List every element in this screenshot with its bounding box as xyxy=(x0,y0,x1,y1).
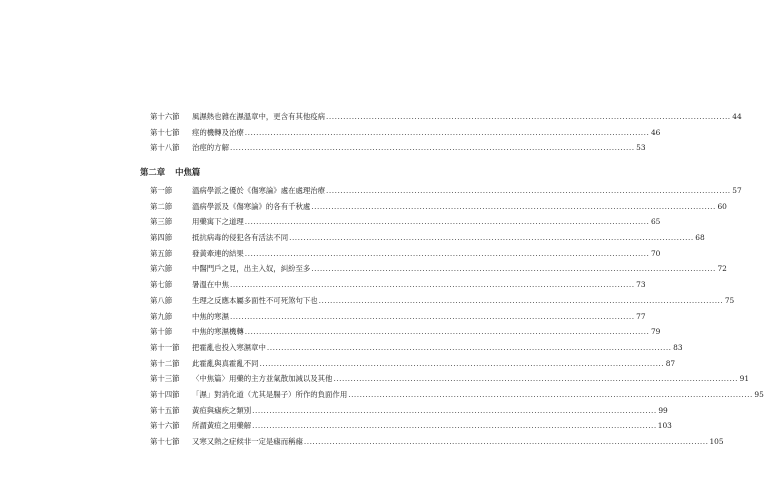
dot-leader xyxy=(304,434,709,450)
dot-leader xyxy=(289,230,694,246)
toc-page-number: 46 xyxy=(650,127,661,137)
toc-entry[interactable] xyxy=(150,214,661,230)
toc-page-number: 83 xyxy=(673,342,683,352)
dot-leader xyxy=(267,340,672,356)
toc-entry[interactable] xyxy=(150,183,742,199)
toc-section-number: 第六節 xyxy=(150,264,173,274)
toc-entry-title: 黃疸與瘧疾之類別 xyxy=(192,405,252,415)
dot-leader xyxy=(252,403,657,419)
toc-entry-title: 治痙的方解 xyxy=(192,143,229,153)
toc-entry[interactable] xyxy=(150,418,672,434)
toc-section-number: 第十六節 xyxy=(150,421,180,431)
toc-section-number: 第五節 xyxy=(150,248,173,258)
toc-section-number: 第十五節 xyxy=(150,405,180,415)
toc-entry[interactable] xyxy=(150,125,661,141)
toc-page-number: 57 xyxy=(732,186,742,195)
toc-top-section xyxy=(150,109,742,156)
toc-entry[interactable] xyxy=(150,403,668,419)
toc-entry-title: 此霍亂與真霍亂不同 xyxy=(192,358,259,368)
dot-leader xyxy=(319,293,724,309)
toc-entry[interactable] xyxy=(150,246,661,262)
toc-page-number: 77 xyxy=(636,311,646,321)
toc-entry-title: 痙的機轉及治療 xyxy=(192,127,244,137)
chapter-heading xyxy=(140,166,200,178)
toc-entry[interactable] xyxy=(150,277,646,293)
toc-page-number: 95 xyxy=(754,389,764,399)
toc-page-number: 65 xyxy=(650,217,661,227)
toc-entry-title: 中醫門戶之見，出主入奴，糾紛至多 xyxy=(192,264,311,274)
toc-entry-title: 抵抗病毒的侵犯各有活法不同 xyxy=(192,233,289,243)
toc-section-number: 第十四節 xyxy=(150,389,180,399)
dot-leader xyxy=(311,199,716,215)
dot-leader xyxy=(311,261,716,277)
toc-entry[interactable] xyxy=(150,309,646,325)
chapter-number: 第二章 xyxy=(140,167,166,177)
toc-section-number: 第三節 xyxy=(150,217,173,227)
toc-page-number: 99 xyxy=(658,405,668,415)
toc-section-number: 第十節 xyxy=(150,327,173,337)
toc-chapter-entries xyxy=(150,183,764,450)
toc-entry-title: 暑溫在中焦 xyxy=(192,280,229,290)
toc-entry[interactable] xyxy=(150,340,683,356)
toc-entry-title: 中焦的寒濕機轉 xyxy=(192,327,244,337)
toc-section-number: 第十七節 xyxy=(150,437,180,446)
toc-entry-title: 風濕熱也雜在濕溫章中，更含有其他疫病 xyxy=(192,112,326,121)
toc-section-number: 第十三節 xyxy=(150,374,180,384)
toc-entry[interactable] xyxy=(150,230,705,246)
toc-section-number: 第十一節 xyxy=(150,342,180,352)
toc-page-number: 70 xyxy=(650,248,661,258)
toc-entry-title: 所謂黃疸之用藥解 xyxy=(192,421,252,431)
toc-entry-title: 又寒又熱之症候非一定是瘧而稱瘧 xyxy=(192,437,303,446)
toc-page-number: 73 xyxy=(636,280,646,290)
toc-page-number: 53 xyxy=(636,143,646,153)
toc-entry-title: 中焦的寒濕 xyxy=(192,311,229,321)
toc-section-number: 第一節 xyxy=(150,186,173,195)
toc-entry[interactable] xyxy=(150,371,750,387)
toc-section-number: 第四節 xyxy=(150,233,173,243)
toc-page-number: 91 xyxy=(739,374,750,384)
toc-entry[interactable] xyxy=(150,140,646,156)
toc-entry-title: 用藥寓下之道理 xyxy=(192,217,244,227)
dot-leader xyxy=(230,309,635,325)
toc-page-number: 72 xyxy=(717,264,727,274)
toc-page-number: 75 xyxy=(724,295,735,305)
toc-entry-title: 〈中焦篇〉用藥的主方並氣散加減以及其他 xyxy=(192,374,333,384)
toc-section-number: 第十八節 xyxy=(150,143,180,153)
toc-page-number: 68 xyxy=(695,233,705,243)
dot-leader xyxy=(348,387,753,403)
toc-entry-title: 溫病學派之優於《傷寒論》處在處理治療 xyxy=(192,186,326,195)
toc-section-number: 第九節 xyxy=(150,311,173,321)
toc-entry[interactable] xyxy=(150,324,661,340)
dot-leader xyxy=(230,140,635,156)
toc-page-number: 44 xyxy=(732,112,742,121)
toc-page-number: 103 xyxy=(657,421,672,431)
dot-leader xyxy=(245,125,650,141)
toc-section-number: 第二節 xyxy=(150,201,173,211)
toc-entry-title: 把霍亂也投入寒濕章中 xyxy=(192,342,266,352)
dot-leader xyxy=(245,214,650,230)
dot-leader xyxy=(252,418,657,434)
toc-entry-title: 「濕」對消化道（尤其是腸子）所作的負面作用 xyxy=(192,389,348,399)
dot-leader xyxy=(333,371,738,387)
toc-entry[interactable] xyxy=(150,356,676,372)
toc-entry[interactable] xyxy=(150,293,735,309)
toc-entry[interactable] xyxy=(150,109,742,125)
toc-entry[interactable] xyxy=(150,199,727,215)
toc-entry[interactable] xyxy=(150,387,764,403)
chapter-title: 中焦篇 xyxy=(175,167,201,177)
dot-leader xyxy=(326,183,731,199)
toc-entry-title: 發黃牽連的結果 xyxy=(192,248,244,258)
toc-entry-title: 生理之反應本屬多面性不可死煞句下也 xyxy=(192,295,318,305)
toc-entry[interactable] xyxy=(150,261,727,277)
toc-page-number: 79 xyxy=(650,327,661,337)
toc-page-number: 60 xyxy=(717,201,727,211)
toc-page-number: 87 xyxy=(665,358,676,368)
dot-leader xyxy=(230,277,635,293)
dot-leader xyxy=(260,356,665,372)
dot-leader xyxy=(245,324,650,340)
toc-section-number: 第十七節 xyxy=(150,127,180,137)
toc-entry-title: 溫病學派及《傷寒論》的各有千秋處 xyxy=(192,201,311,211)
toc-section-number: 第十二節 xyxy=(150,358,180,368)
toc-section-number: 第十六節 xyxy=(150,112,180,121)
toc-entry[interactable] xyxy=(150,434,724,450)
toc-section-number: 第七節 xyxy=(150,280,173,290)
toc-section-number: 第八節 xyxy=(150,295,173,305)
dot-leader xyxy=(245,246,650,262)
dot-leader xyxy=(326,109,731,125)
toc-page-number: 105 xyxy=(709,437,724,446)
